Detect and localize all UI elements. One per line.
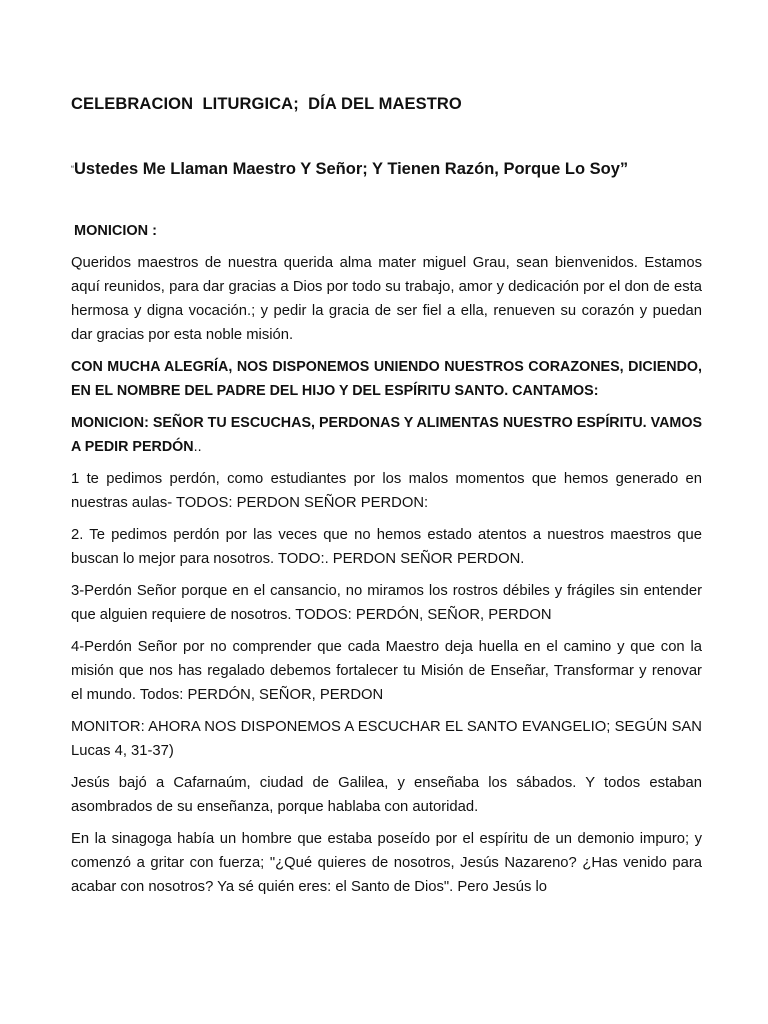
- paragraph-perdon-4: 4-Perdón Señor por no comprender que cada Maestro deja huella en el camino y que con la misión que nos has regalado debemos fortalecer tu Misión de Enseñar, Transformar y renovar el mundo. Todos: PERDÓN, SEÑOR, PERDON: [71, 639, 702, 703]
- paragraph-perdon-1: 1 te pedimos perdón, como estudiantes por los malos momentos que hemos generado en nuestras aulas- TODOS: PERDON SEÑOR PERDON:: [71, 471, 702, 511]
- paragraph-sign-of-cross: CON MUCHA ALEGRÍA, NOS DISPONEMOS UNIENDO NUESTROS CORAZONES, DICIENDO, EN EL NOMBRE DEL PADRE DEL HIJO Y DEL ESPÍRITU SANTO. CANTAMOS:: [71, 359, 702, 399]
- paragraph-perdon-2: 2. Te pedimos perdón por las veces que no hemos estado atentos a nuestros maestros que buscan lo mejor para nosotros. TODO:. PERDON SEÑOR PERDON.: [71, 527, 702, 567]
- paragraph-perdon-3: 3-Perdón Señor porque en el cansancio, no miramos los rostros débiles y frágiles sin entender que alguien requiere de nosotros. TODOS: PERDÓN, SEÑOR, PERDON: [71, 583, 702, 623]
- paragraph-welcome: Queridos maestros de nuestra querida alma mater miguel Grau, sean bienvenidos. Estamos aquí reunidos, para dar gracias a Dios por todo su trabajo, amor y dedicación por el don de esta hermosa y digna vocación.; y pedir la gracia de ser fiel a ella, renueven su corazón y puedan dar gracias por esta noble misión.: [71, 255, 702, 343]
- document-title: CELEBRACION LITURGICA; DÍA DEL MAESTRO: [71, 95, 462, 113]
- monicion-perdon-text: MONICION: SEÑOR TU ESCUCHAS, PERDONAS Y ALIMENTAS NUESTRO ESPÍRITU. VAMOS A PEDIR PERDÓN: [71, 415, 702, 455]
- paragraph-gospel-2: En la sinagoga había un hombre que estaba poseído por el espíritu de un demonio impuro; y comenzó a gritar con fuerza; "¿Qué quieres de nosotros, Jesús Nazareno? ¿Has venido para acabar con nosotros? Ya sé quién eres: el Santo de Dios". Pero Jesús lo: [71, 831, 702, 895]
- subtitle-text: Ustedes Me Llaman Maestro Y Señor; Y Tienen Razón, Porque Lo Soy”: [74, 160, 629, 178]
- document-subtitle: [71, 157, 702, 181]
- monicion-perdon-tail: ..: [193, 439, 202, 455]
- subtitle-open-quote: “: [71, 164, 74, 174]
- monicion-heading: MONICION :: [74, 223, 157, 239]
- paragraph-monicion-perdon: [71, 411, 702, 459]
- paragraph-gospel-1: Jesús bajó a Cafarnaúm, ciudad de Galilea, y enseñaba los sábados. Y todos estaban asombrados de su enseñanza, porque hablaba con autoridad.: [71, 775, 702, 815]
- paragraph-monitor-evangelio: MONITOR: AHORA NOS DISPONEMOS A ESCUCHAR EL SANTO EVANGELIO; SEGÚN SAN Lucas 4, 31-37): [71, 719, 702, 759]
